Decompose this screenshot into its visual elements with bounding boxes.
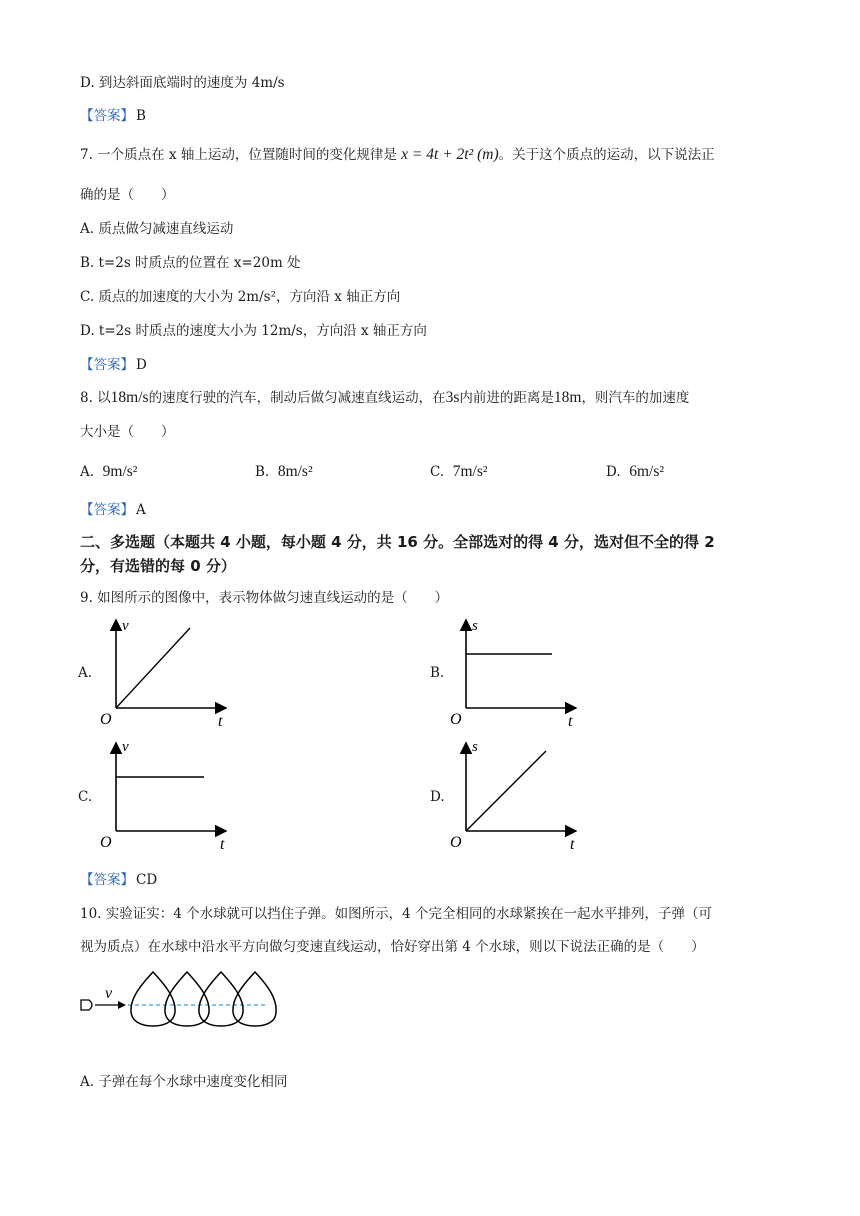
svg-text:v: v: [105, 985, 113, 1002]
q10-stem-line2: 视为质点）在水球中沿水平方向做匀变速直线运动，恰好穿出第 4 个水球，则以下说法正确的是（ ）: [80, 939, 705, 955]
q9-graph-b: [448, 612, 598, 730]
svg-text:v: v: [122, 739, 129, 755]
svg-text:v: v: [122, 618, 129, 634]
q8-stem-line1: 8. 以18m/s的速度行驶的汽车，制动后做匀减速直线运动，在3s内前进的距离是18m，则汽车的加速度: [80, 389, 690, 406]
svg-text:O: O: [450, 711, 462, 728]
q9-answer: 【答案】 CD: [80, 872, 158, 888]
q10-stem-line1: 10. 实验证实：4 个水球就可以挡住子弹。如图所示，4 个完全相同的水球紧挨在一起水平排列，子弹（可: [80, 906, 713, 922]
svg-text:t: t: [220, 836, 225, 853]
q8-option-a: A. 9m/s²: [80, 463, 138, 480]
svg-text:t: t: [568, 713, 573, 730]
q7-stem-line2: 确的是（ ）: [80, 187, 175, 203]
q8-stem-line2: 大小是（ ）: [80, 424, 175, 440]
q6-answer: [80, 106, 146, 126]
answer-label: 【答案】: [80, 108, 134, 124]
svg-text:t: t: [570, 836, 575, 853]
q9-graph-c-label: C.: [78, 789, 93, 805]
q9-graph-d-label: D.: [430, 789, 445, 805]
svg-text:O: O: [100, 834, 112, 851]
q7-answer: 【答案】 D: [80, 357, 147, 373]
q7-stem-line1: 7. 一个质点在 x 轴上运动，位置随时间的变化规律是 x = 4t + 2t² (m)。关于这个质点的运动，以下说法正: [80, 146, 715, 163]
q9-graph-a-label: A.: [78, 665, 93, 681]
q8-option-c: C. 7m/s²: [430, 463, 488, 480]
q9-graph-b-label: B.: [430, 665, 445, 681]
q7-option-a: A. 质点做匀减速直线运动: [80, 221, 234, 237]
svg-text:O: O: [450, 834, 462, 851]
bullet-icon: [81, 1000, 92, 1010]
svg-text:t: t: [218, 713, 223, 730]
water-ball-3: [199, 972, 243, 1026]
water-ball-4: [233, 972, 276, 1026]
q10-water-balls-figure: [78, 966, 278, 1028]
section2-heading-line1: 二、多选题（本题共 4 小题，每小题 4 分，共 16 分。全部选对的得 4 分，选对但不全的得 2: [80, 533, 715, 551]
q8-answer: 【答案】 A: [80, 502, 146, 518]
q8-option-d: D. 6m/s²: [606, 463, 665, 480]
section2-heading-line2: 分，有选错的每 0 分）: [80, 557, 236, 575]
q9-stem: 9. 如图所示的图像中，表示物体做匀速直线运动的是（ ）: [80, 590, 449, 606]
q7-option-d: D. t=2s 时质点的速度大小为 12m/s，方向沿 x 轴正方向: [80, 323, 427, 339]
q7-option-b: B. t=2s 时质点的位置在 x=20m 处: [80, 255, 301, 271]
q9-graph-a: [98, 612, 248, 730]
q9-graph-d: [448, 735, 598, 853]
svg-text:s: s: [472, 739, 478, 755]
answer-value: B: [136, 108, 146, 124]
q9-graph-c: [98, 735, 248, 853]
svg-text:O: O: [100, 711, 112, 728]
q7-option-c: C. 质点的加速度的大小为 2m/s²，方向沿 x 轴正方向: [80, 289, 401, 305]
q6-option-d: D. 到达斜面底端时的速度为 4m/s: [80, 75, 285, 91]
q7-formula: x = 4t + 2t² (m): [401, 146, 499, 163]
water-ball-2: [165, 972, 209, 1026]
water-ball-1: [131, 972, 175, 1026]
svg-text:s: s: [472, 618, 478, 634]
q8-option-b: B. 8m/s²: [255, 463, 313, 480]
q10-option-a: A. 子弹在每个水球中速度变化相同: [80, 1074, 288, 1090]
